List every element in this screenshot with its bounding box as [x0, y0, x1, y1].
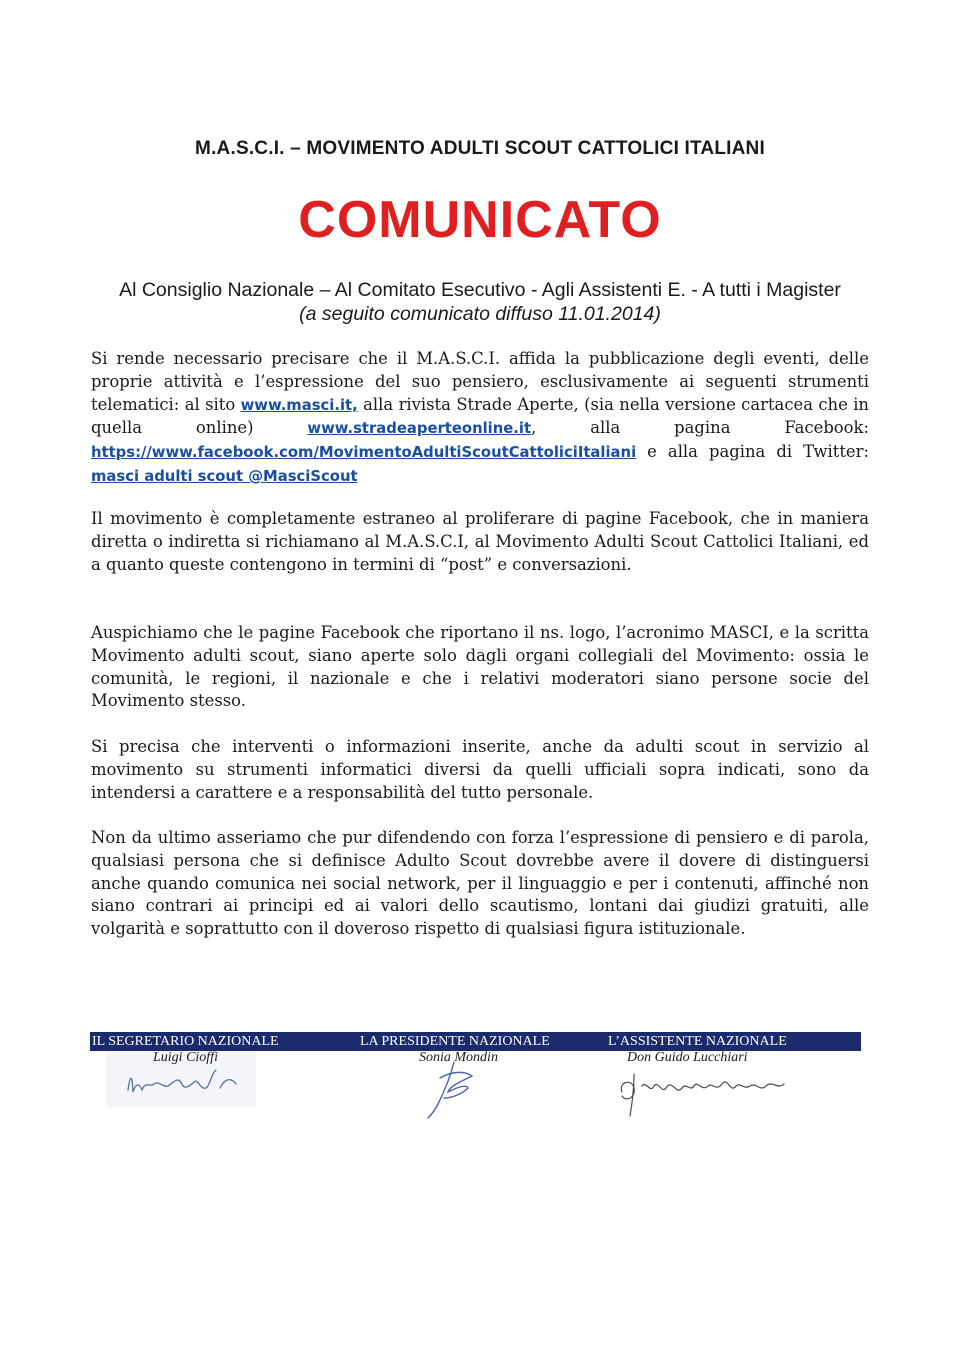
role-president: LA PRESIDENTE NAZIONALE — [360, 1034, 550, 1049]
paragraph-logo-usage — [91, 622, 869, 713]
role-assistant: L’ASSISTENTE NAZIONALE — [608, 1034, 787, 1049]
signature-secretary-icon — [120, 1062, 250, 1102]
paragraph-conduct — [91, 827, 869, 941]
recipients-block — [0, 278, 960, 326]
masci-site-link[interactable]: www.masci.it, — [240, 396, 358, 414]
paragraph-text: Il movimento è completamente estraneo al proliferare di pagine Facebook, che in maniera diretta o indiretta si richiamano al M.A.S.C.I, al Movimento Adulti Scout Cattolici Italiani, ed a quanto queste contengono in termini di “post” e conversazioni. — [91, 509, 869, 574]
paragraph-text: , alla pagina Facebook: — [531, 418, 870, 438]
paragraph-text: Si rende necessario precisare che il M.A.S.C.I. affida la pubblicazione degli eventi, delle proprie attività e l’espressione del suo pensiero, esclusivamente ai seguenti strumenti telematici: al sito — [91, 349, 869, 414]
paragraph-text: e alla pagina di Twitter: — [636, 442, 869, 462]
strade-aperte-link[interactable]: www.stradeaperteonline.it — [307, 420, 532, 438]
signature-assistant-icon — [612, 1068, 802, 1120]
communique-title: COMUNICATO — [298, 191, 662, 249]
subtitle-line: (a seguito comunicato diffuso 11.01.2014) — [299, 303, 661, 325]
paragraph-text: Si precisa che interventi o informazioni inserite, anche da adulti scout in servizio al movimento su strumenti informatici diversi da quelli ufficiali sopra indicati, sono da intendersi a carattere e a responsabilità del tutto personale. — [91, 737, 869, 802]
paragraph-text: alla rivista Strade Aperte, (sia nella versione cartacea che in quella online) — [91, 394, 869, 438]
role-secretary: IL SEGRETARIO NAZIONALE — [92, 1034, 279, 1049]
name-president: Sonia Mondin — [419, 1050, 498, 1065]
paragraph-text: Non da ultimo asseriamo che pur difendendo con forza l’espressione di pensiero e di parola, qualsiasi persona che si definisce Adulto Scout dovrebbe avere il dovere di distinguersi anche quando comunica nei social network, per il linguaggio e per i contenuti, affinché non siano contrari ai principi ed ai valori dello scautismo, lontani dai giudizi gratuiti, alle volgarità e soprattutto con il doveroso rispetto di qualsiasi figura istituzionale. — [91, 828, 869, 939]
paragraph-text: Auspichiamo che le pagine Facebook che riportano il ns. logo, l’acronimo MASCI, e la scritta Movimento adulti scout, siano aperte solo dagli organi collegiali del Movimento: ossia le comunità, le regioni, il nazionale e che i relativi moderatori siano persone socie del Movimento stesso. — [91, 623, 869, 711]
recipients-line: Al Consiglio Nazionale – Al Comitato Esecutivo - Agli Assistenti E. - A tutti i Magister — [119, 279, 841, 301]
signature-roles-bar — [90, 1032, 861, 1051]
name-secretary: Luigi Cioffi — [153, 1050, 218, 1065]
paragraph-facebook-pages — [91, 508, 869, 576]
paragraph-official-channels — [91, 348, 869, 489]
paragraph-personal-responsibility — [91, 736, 869, 804]
organization-title: M.A.S.C.I. – MOVIMENTO ADULTI SCOUT CATTOLICI ITALIANI — [195, 138, 765, 159]
signature-president-icon — [420, 1058, 490, 1120]
name-assistant: Don Guido Lucchiari — [627, 1050, 748, 1065]
facebook-link[interactable]: https://www.facebook.com/MovimentoAdultiScoutCattoliciItaliani — [91, 444, 637, 462]
twitter-link[interactable]: masci adulti scout @MasciScout — [91, 467, 358, 485]
